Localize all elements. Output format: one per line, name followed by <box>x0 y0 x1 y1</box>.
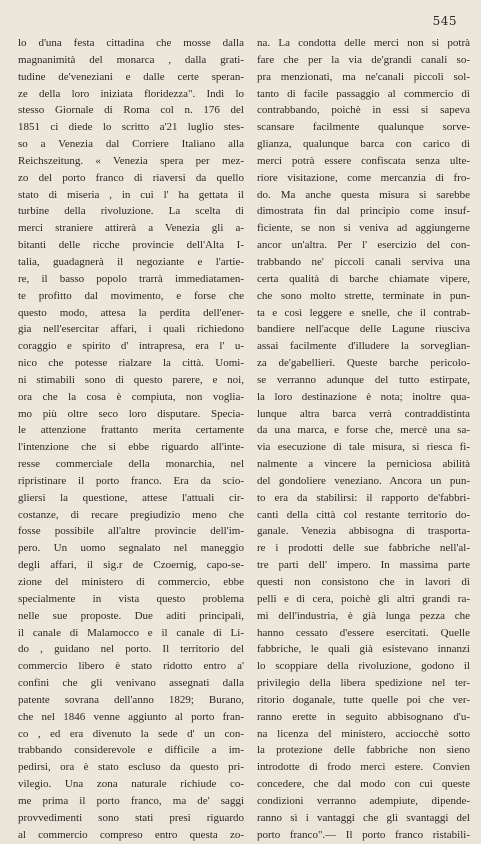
text-line: glianza, qualunque barca con carico di <box>257 138 470 151</box>
text-line: nelle sue proposte. Due aditi principali, <box>18 609 244 622</box>
text-line: assai facilmente d'illudere la sorveglian- <box>257 340 470 353</box>
text-line: stesso Giornale di Roma col n. 176 del <box>18 104 244 117</box>
text-line: fabbriche, le quali già esistevano innanzi <box>257 643 470 656</box>
page-number: 545 <box>432 14 457 28</box>
text-line: bitanti delle ricche provincie dell'Alta I- <box>18 239 244 252</box>
text-line: ora che la cosa è compiuta, non voglia- <box>18 390 244 403</box>
text-line: talia, guadagnerà il negoziante e l'artie- <box>18 255 244 268</box>
text-line: gia nell'esercitar affari, i quali richiedono <box>18 323 244 336</box>
text-line: vilegio. Una zona naturale richiude co- <box>18 778 244 791</box>
left-text-column <box>18 35 244 844</box>
text-line: porto franco".— Il porto franco ristabili- <box>257 828 470 841</box>
text-line: na. La condotta delle merci non si potrà <box>257 37 470 49</box>
text-line: introdotte di frodo merci estere. Convien <box>257 761 470 774</box>
text-line: tre parti dell' impero. In massima parte <box>257 559 470 572</box>
text-line: coraggio e spirito d' intrapresa, era l' u- <box>18 340 244 353</box>
text-line: contrabbando, poichè in essi si sapeva <box>257 104 470 117</box>
text-line: stato di miseria , in cui l' ha gettata il <box>18 188 244 201</box>
text-line: nico che potesse rialzare la città. Uomi- <box>18 357 244 370</box>
text-line: za de'gabellieri. Queste barche pericolo- <box>257 357 470 370</box>
text-line: re, il basso popolo trarrà immediatamen- <box>18 272 244 285</box>
text-line: le attenzione frattanto merita certamente <box>18 424 244 437</box>
text-line: ta e così leggere e snelle, che il contrab- <box>257 306 470 319</box>
text-line: bandiere nell'acque delle Lagune riusciva <box>257 323 470 336</box>
text-line: mi dell'industria, è già lunga pezza che <box>257 609 470 622</box>
text-line: te profitto dal movimento, e forse che <box>18 289 244 302</box>
text-line: mo più oltre seco loro disputare. Specia- <box>18 407 244 420</box>
text-line: 1851 ci diede lo scritto a'21 luglio stes- <box>18 121 244 134</box>
text-line: confini che gli venivano assegnati dalla <box>18 677 244 690</box>
text-line: che nel 1846 venne aggiunto al porto fran- <box>18 710 244 723</box>
text-line: al commercio compreso entro questa zo- <box>18 828 244 841</box>
text-line: tudine de'veneziani e dalle certe speran- <box>18 70 244 83</box>
text-line: hanno cessato d'essere esercitati. Quelle <box>257 626 470 639</box>
text-line: ritorio doganale, tutte quelle poi che ver- <box>257 693 470 706</box>
text-line: Reichszeitung. « Venezia spera per mez- <box>18 154 244 167</box>
text-line: patente sovrana dell'anno 1829; Burano, <box>18 693 244 706</box>
text-line: zo del porto franco di riaversi da quello <box>18 171 244 184</box>
text-line: re i prodotti delle sue fabbriche nell'al- <box>257 542 470 555</box>
text-line: lunque altra barca verrà contraddistinta <box>257 407 470 420</box>
text-line: da una marca, e forse che, mercè una sa- <box>257 424 470 437</box>
text-line: la loro destinazione è nota; inoltre qua- <box>257 390 470 403</box>
text-line: via esecuzione di tale misura, si riesca fi- <box>257 441 470 454</box>
text-line: dimostrata fin dal principio come insuf- <box>257 205 470 218</box>
text-line: ancor un'altra. Per l' esercizio del con- <box>257 239 470 252</box>
text-line: nalmente a vincere la perniciosa abilità <box>257 458 470 471</box>
text-line: zione del ministero di commercio, ebbe <box>18 576 244 588</box>
text-line: che sono molto strette, terminate in pun- <box>257 289 470 302</box>
text-line: questo modo, attesa la perdita dell'ener- <box>18 306 244 319</box>
text-line: fare che per la via de'grandi canali so- <box>257 53 470 66</box>
text-line: condizioni verranno adempiute, dipende- <box>257 794 470 807</box>
text-line: so a Venezia dal Corriere Italiano alla <box>18 138 244 151</box>
text-line: fosse possibile all'altre provincie dell'im- <box>18 525 244 538</box>
text-line: merci potrà essere confiscata senza ulte- <box>257 154 470 167</box>
text-line: canti della città col restante territorio do- <box>257 508 470 521</box>
text-line: commercio libero è stato ridotto entro a' <box>18 660 244 673</box>
text-line: trabbando ne' piccoli canali serviva una <box>257 255 470 268</box>
text-line: na licenza del ministero, acciocchè sotto <box>257 727 470 740</box>
text-line: ficiente, se non si veniva ad aggiungerne <box>257 222 470 235</box>
text-line: to era da stabilirsi: il rapporto de'fabbri- <box>257 491 470 504</box>
text-line: gliersi la questione, attese l'attuali cir- <box>18 491 244 504</box>
text-line: turbine della rivoluzione. La scelta di <box>18 205 244 218</box>
text-line: riore visitazione, come mercanzia di fro- <box>257 171 470 184</box>
text-line: lo scoppiare della rivoluzione, godono il <box>257 660 470 673</box>
text-line: questi non consistono che in lavori di <box>257 576 470 588</box>
text-line: resse commerciale della monarchia, nel <box>18 458 244 471</box>
text-line: certa qualità di barche chiamate vipere, <box>257 272 470 285</box>
text-line: lo d'una festa cittadina che mosse dalla <box>18 37 244 49</box>
text-line: trabbando considerevole e difficile a im- <box>18 744 244 757</box>
text-line: costanze, di recare pregiudizio meno che <box>18 508 244 521</box>
text-line: concedere, che dal modo con cui queste <box>257 778 470 791</box>
text-line: merci straniere attirerà a Venezia gli a- <box>18 222 244 235</box>
text-line: privilegio della libera spedizione nel ter- <box>257 677 470 690</box>
text-line: provvedimenti sono stati presi riguardo <box>18 811 244 824</box>
text-line: degli affari, il sig.r de Czoernig, capo-se- <box>18 559 244 572</box>
text-line: la protezione delle fabbriche non sieno <box>257 744 470 757</box>
text-line: pra menzionati, ma ne'canali piccoli sol- <box>257 70 470 83</box>
text-line: ripristinare il porto franco. Era da scio- <box>18 474 244 487</box>
text-line: del gondoliere veneziano. Ancora un pun- <box>257 474 470 487</box>
text-line: me prima il porto franco, ma de' saggi <box>18 794 244 807</box>
text-line: ni stimabili sono di questo parere, e noi, <box>18 373 244 386</box>
text-line: ganale. Venezia abbisogna di trasporta- <box>257 525 470 538</box>
text-line: scansare facilmente qualunque sorve- <box>257 121 470 134</box>
text-line: pelli e di cera, poichè gli altri grandi ra- <box>257 592 470 605</box>
text-line: magnanimità del monarca , dalla grati- <box>18 53 244 66</box>
right-text-column <box>257 35 470 844</box>
text-line: il canale di Malamocco e il canale di Li- <box>18 626 244 639</box>
text-line: ranno erette in seguito abbisognano d'u- <box>257 710 470 723</box>
text-line: pero. Un uomo segnalato nel maneggio <box>18 542 244 555</box>
text-line: ranno sì i vantaggi che gli svantaggi del <box>257 811 470 824</box>
text-line: do , guidano nel porto. Il territorio del <box>18 643 244 656</box>
text-line: se verranno adunque del tutto estirpate, <box>257 373 470 386</box>
text-line: pedirsi, ora è stato escluso da questo pri- <box>18 761 244 774</box>
text-line: do. Ma anche questa misura si sarebbe <box>257 188 470 201</box>
text-line: ze della loro iniziata floridezza". Indi lo <box>18 87 244 100</box>
text-line: l'intenzione che si ebbe riguardo all'inte- <box>18 441 244 454</box>
text-line: tanto di facile passaggio al commercio di <box>257 87 470 100</box>
text-line: co , ed era divenuto la sede d' un con- <box>18 727 244 740</box>
text-line: specialmente in vista questo problema <box>18 592 244 605</box>
